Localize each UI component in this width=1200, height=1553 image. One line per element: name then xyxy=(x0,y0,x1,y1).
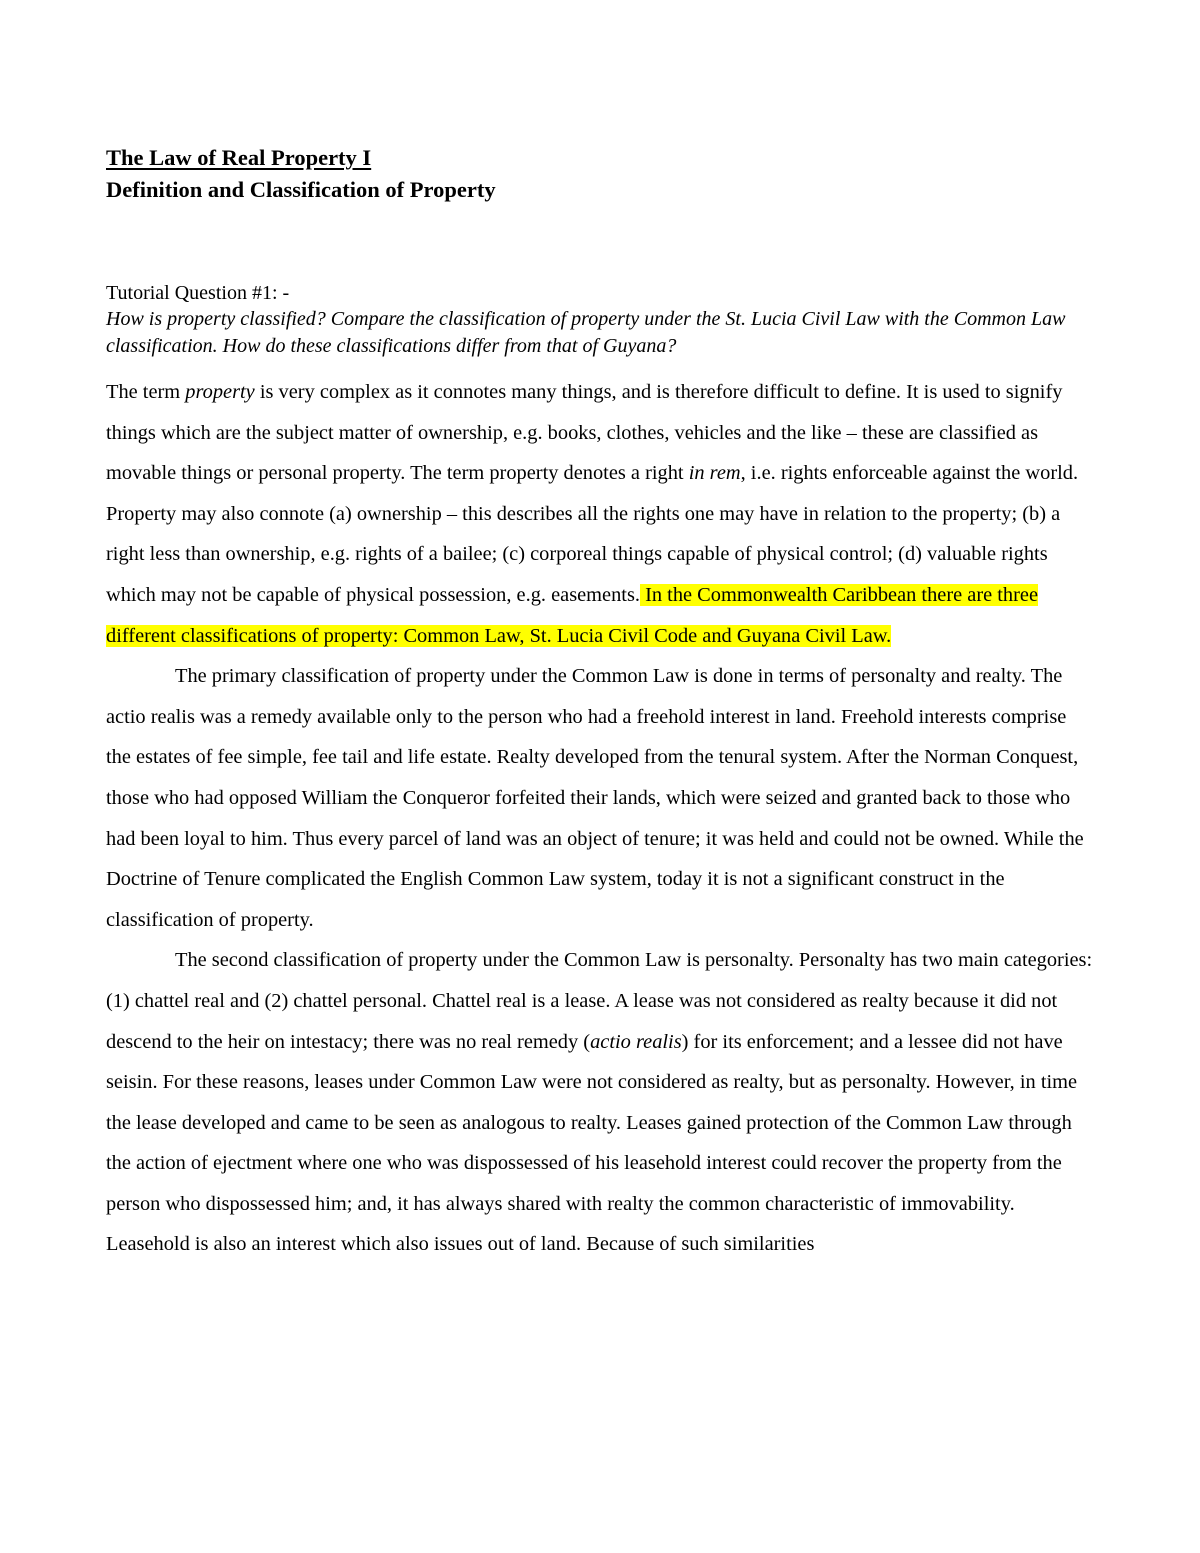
paragraph-personalty-text-1: The second classification of property under the Common Law is personalty. Personalty has two main categories: (1) chattel real and (2) chattel personal. Chattel real is a lease. A lease was not considered as realty because it did not descend to the heir on intestacy; there was no real remedy ( xyxy=(106,949,1093,1053)
document-title: The Law of Real Property I xyxy=(106,145,372,170)
paragraph-personalty-text-2: ) for its enforcement; and a lessee did not have seisin. For these reasons, leases under Common Law were not considered as realty, but as personalty. However, in time the lease developed and came to be seen as analogous to realty. Leases gained protection of the Common Law through the action of ejectment where one who was dispossessed of his leasehold interest could recover the property from the person who dispossessed him; and, it has always shared with realty the common characteristic of immovability. Leasehold is also an interest which also issues out of land. Because of such similarities xyxy=(106,1030,1078,1256)
document-subtitle: Definition and Classification of Property xyxy=(106,177,496,202)
paragraph-intro-italic-property: property xyxy=(185,381,255,403)
paragraph-intro-text-2: is very complex as it connotes many things, and is therefore difficult to define. It is used to signify things which are the subject matter of ownership, e.g. books, clothes, vehicles and the like – these are classified as movable things or personal property. The term property denotes a right xyxy=(106,381,1063,485)
paragraph-intro-italic-in-rem: in rem xyxy=(688,462,741,485)
document-content xyxy=(106,142,1096,1265)
paragraph-intro-text-3: , i.e. rights enforceable against the world. Property may also connote (a) ownership – this describes all the rights one may have in relation to the property; (b) a right less than ownership, e.g. rights of a bailee; (c) corporeal things capable of physical control; (d) valuable rights which may not be capable of physical possession, e.g. easements. xyxy=(106,462,1079,606)
tutorial-question-label: Tutorial Question #1: - xyxy=(106,282,290,304)
paragraph-intro xyxy=(106,372,1096,656)
paragraph-intro-text-1: The term xyxy=(106,381,186,403)
highlighted-text: In the Commonwealth Caribbean there are three different classifications of property: Common Law, St. Lucia Civil Code and Guyana Civil Law. xyxy=(106,583,1039,647)
paragraph-realty: The primary classification of property under the Common Law is done in terms of personalty and realty. The actio realis was a remedy available only to the person who had a freehold interest in land. Freehold interests comprise the estates of fee simple, fee tail and life estate. Realty developed from the tenural system. After the Norman Conquest, those who had opposed William the Conqueror forfeited their lands, which were seized and granted back to those who had been loyal to him. Thus every parcel of land was an object of tenure; it was held and could not be owned. While the Doctrine of Tenure complicated the English Common Law system, today it is not a significant construct in the classification of property. xyxy=(106,665,1084,931)
tutorial-question-text: How is property classified? Compare the classification of property under the St. Lucia Civil Law with the Common Law classification. How do these classifications differ from that of Guyana? xyxy=(106,308,1066,357)
paragraph-personalty-italic-actio-realis: actio realis xyxy=(590,1030,682,1053)
paragraph-personalty xyxy=(106,940,1096,1265)
